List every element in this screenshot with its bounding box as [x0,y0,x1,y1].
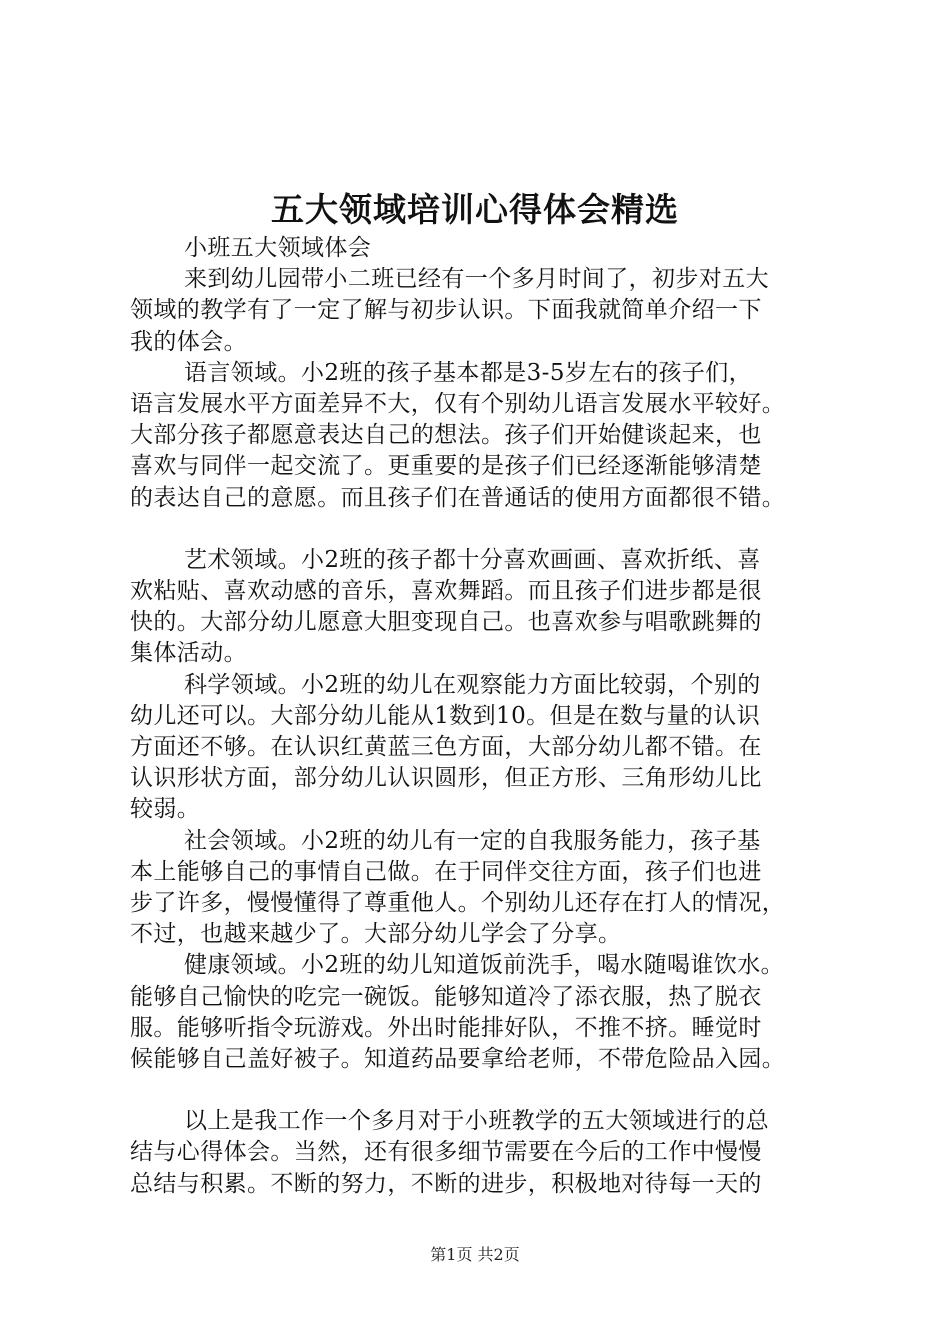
text-line: 大部分孩子都愿意表达自己的想法。孩子们开始健谈起来，也 [130,422,762,449]
text-line: 的表达自己的意愿。而且孩子们在普通话的使用方面都很不错。 [130,484,786,511]
text-line: 步了许多，慢慢懂得了尊重他人。个别幼儿还存在打人的情况， [130,889,786,916]
text-line: 来到幼儿园带小二班已经有一个多月时间了，初步对五大 [184,266,769,293]
paragraph-intro [130,264,852,358]
text-line: 我的体会。 [130,328,247,355]
text-line: 不过，也越来越少了。大部分幼儿学会了分享。 [130,921,622,948]
text-line: 方面还不够。在认识红黄蓝三色方面，大部分幼儿都不错。在 [130,734,762,760]
paragraph-society [130,826,852,951]
paragraph-health [130,950,852,1075]
text-line: 语言发展水平方面差异不大，仅有个别幼儿语言发展水平较好。 [130,390,786,417]
text-line: 候能够自己盖好被子。知道药品要拿给老师，不带危险品入园。 [130,1045,786,1072]
paragraph-science [130,670,852,826]
text-line: 欢粘贴、喜欢动感的音乐，喜欢舞蹈。而且孩子们进步都是很 [130,578,762,605]
text-line: 艺术领域。小2班的孩子都十分喜欢画画、喜欢折纸、喜 [184,546,761,573]
paragraph-gap [130,1075,852,1106]
text-line: 以上是我工作一个多月对于小班教学的五大领域进行的总 [184,1108,769,1135]
text-line: 领域的教学有了一定了解与初步认识。下面我就简单介绍一下 [130,297,762,324]
text-line: 本上能够自己的事情自己做。在于同伴交往方面，孩子们也进 [130,858,762,885]
text-line: 较弱。 [130,796,201,823]
paragraph-conclusion [130,1106,852,1200]
text-line: 总结与积累。不断的努力，不断的进步，积极地对待每一天的 [130,1170,762,1197]
text-line: 科学领域。小2班的幼儿在观察能力方面比较弱，个别的 [184,671,761,698]
page-number-footer: 第1页 共2页 [430,1245,520,1264]
page-title: 五大领域培训心得体会精选 [271,190,679,229]
text-line: 健康领域。小2班的幼儿知道饭前洗手，喝水随喝谁饮水。 [184,952,785,979]
paragraph-gap [130,514,852,545]
text-line: 认识形状方面，部分幼儿认识圆形，但正方形、三角形幼儿比 [130,765,762,792]
section-subtitle: 小班五大领域体会 [184,235,372,261]
paragraph-art [130,545,852,670]
text-line: 快的。大部分幼儿愿意大胆变现自己。也喜欢参与唱歌跳舞的 [130,609,762,636]
text-line: 语言领域。小2班的孩子基本都是3-5岁左右的孩子们， [184,359,753,386]
text-line: 集体活动。 [130,640,247,667]
text-line: 幼儿还可以。大部分幼儿能从1数到10。但是在数与量的认识 [130,702,761,729]
document-body [130,233,852,1200]
text-line: 结与心得体会。当然，还有很多细节需要在今后的工作中慢慢 [130,1139,762,1166]
text-line: 喜欢与同伴一起交流了。更重要的是孩子们已经逐渐能够清楚 [130,453,762,480]
text-line: 社会领域。小2班的幼儿有一定的自我服务能力，孩子基 [184,827,761,854]
text-line: 能够自己愉快的吃完一碗饭。能够知道冷了添衣服，热了脱衣 [130,983,762,1010]
paragraph-language [130,358,852,514]
text-line: 服。能够听指令玩游戏。外出时能排好队，不推不挤。睡觉时 [130,1014,762,1041]
